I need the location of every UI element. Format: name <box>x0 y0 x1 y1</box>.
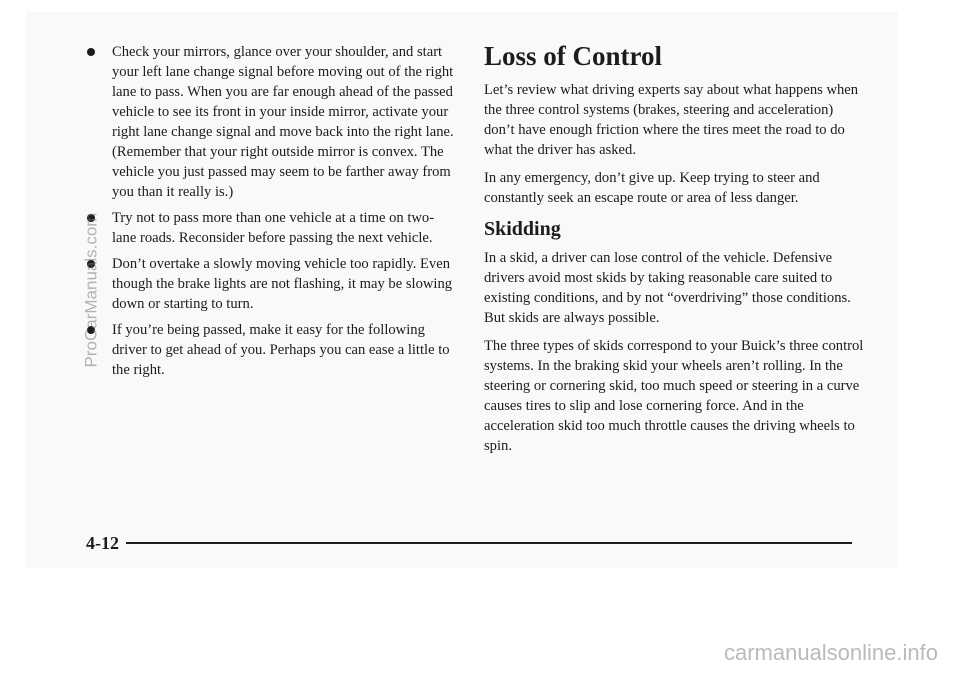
bullet-item <box>86 208 454 248</box>
section-title: Loss of Control <box>484 41 663 71</box>
body-paragraph: In any emergency, don’t give up. Keep trying to steer and constantly seek an escape route or area of less danger. <box>484 170 820 206</box>
bottom-watermark: carmanualsonline.info <box>723 640 938 665</box>
body-paragraph: The three types of skids correspond to your Buick’s three control systems. In the braking skid your wheels aren’t rolling. In the steering or cornering skid, too much speed or steering in a curve causes tires to slip and lose cornering force. And in the acceleration skid too much throttle causes the driving wheels to spin. <box>484 338 864 454</box>
right-column <box>484 40 866 464</box>
bullet-text: Don’t overtake a slowly moving vehicle too rapidly. Even though the brake lights are not flashing, it may be slowing down or starting to turn. <box>112 256 453 312</box>
bullet-text: Check your mirrors, glance over your shoulder, and start your left lane change signal before moving out of the right lane to pass. When you are far enough ahead of the passed vehicle to see its front in your inside mirror, activate your right lane change signal and move back into the right lane. (Remember that your right outside mirror is convex. The vehicle you just passed may seem to be farther away from you than it really is.) <box>112 44 454 200</box>
vertical-watermark <box>80 212 102 368</box>
body-paragraph: In a skid, a driver can lose control of the vehicle. Defensive drivers avoid most skids by taking reasonable care suited to existing conditions, and by not “overdriving” those conditions. But skids are always possible. <box>484 250 851 326</box>
left-column <box>86 42 454 386</box>
bullet-item <box>86 254 454 314</box>
page-number: 4-12 <box>86 533 119 553</box>
footer-rule <box>126 542 852 544</box>
bullet-item <box>86 42 454 202</box>
bullet-item <box>86 320 454 380</box>
bullet-dot-icon <box>87 48 95 56</box>
bullet-text: Try not to pass more than one vehicle at a time on two-lane roads. Reconsider before passing the next vehicle. <box>112 210 435 246</box>
vertical-watermark-text: ProCarManuals.com <box>81 212 101 368</box>
body-paragraph: Let’s review what driving experts say about what happens when the three control systems (brakes, steering and acceleration) don’t have enough friction where the tires meet the road to do what the driver has asked. <box>484 82 859 158</box>
section-subtitle: Skidding <box>484 218 561 240</box>
bullet-text: If you’re being passed, make it easy for the following driver to get ahead of you. Perhaps you can ease a little to the right. <box>112 322 450 378</box>
